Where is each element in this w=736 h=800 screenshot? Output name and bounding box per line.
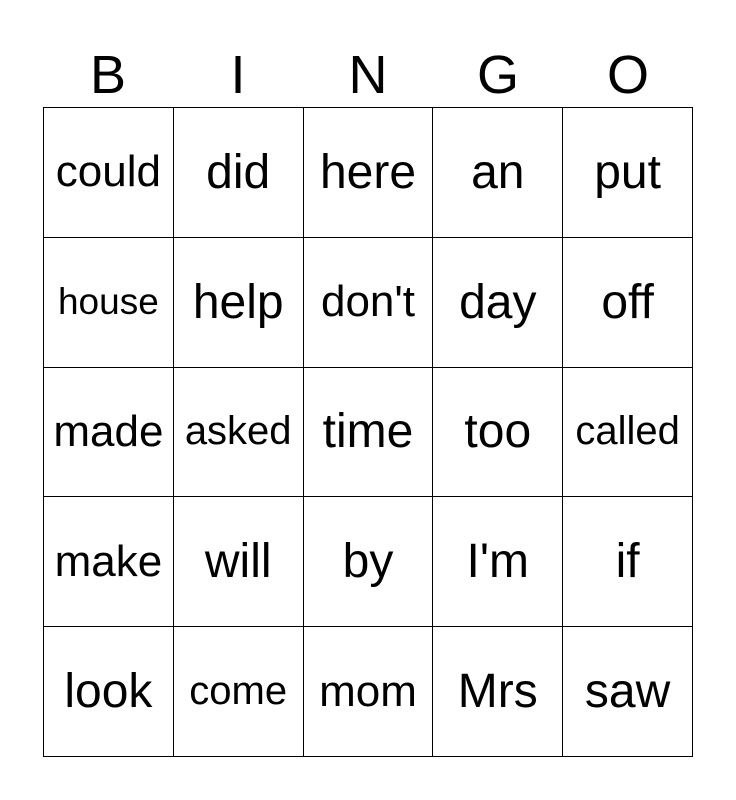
bingo-cell: an	[433, 108, 563, 238]
bingo-cell: come	[174, 627, 304, 757]
bingo-cell: help	[174, 238, 304, 368]
bingo-cell: saw	[563, 627, 693, 757]
bingo-cell: look	[44, 627, 174, 757]
header-letter-b: B	[89, 45, 127, 105]
bingo-cell: I'm	[433, 497, 563, 627]
bingo-cell: here	[304, 108, 434, 238]
header-letter-o: O	[606, 45, 649, 105]
bingo-cell: off	[563, 238, 693, 368]
bingo-cell: made	[44, 368, 174, 498]
bingo-cell: make	[44, 497, 174, 627]
bingo-cell: too	[433, 368, 563, 498]
bingo-header	[43, 44, 693, 106]
bingo-cell: Mrs	[433, 627, 563, 757]
bingo-cell: could	[44, 108, 174, 238]
bingo-cell: put	[563, 108, 693, 238]
header-letter-i: I	[230, 45, 246, 105]
bingo-cell: if	[563, 497, 693, 627]
header-letter-g: G	[476, 45, 519, 105]
bingo-cell: will	[174, 497, 304, 627]
bingo-cell: called	[563, 368, 693, 498]
bingo-cell: did	[174, 108, 304, 238]
bingo-cell: time	[304, 368, 434, 498]
bingo-cell: house	[44, 238, 174, 368]
bingo-cell: by	[304, 497, 434, 627]
bingo-cell: asked	[174, 368, 304, 498]
header-letter-n: N	[348, 45, 388, 105]
bingo-cell: don't	[304, 238, 434, 368]
bingo-cell: day	[433, 238, 563, 368]
bingo-cell: mom	[304, 627, 434, 757]
bingo-board	[43, 107, 693, 757]
